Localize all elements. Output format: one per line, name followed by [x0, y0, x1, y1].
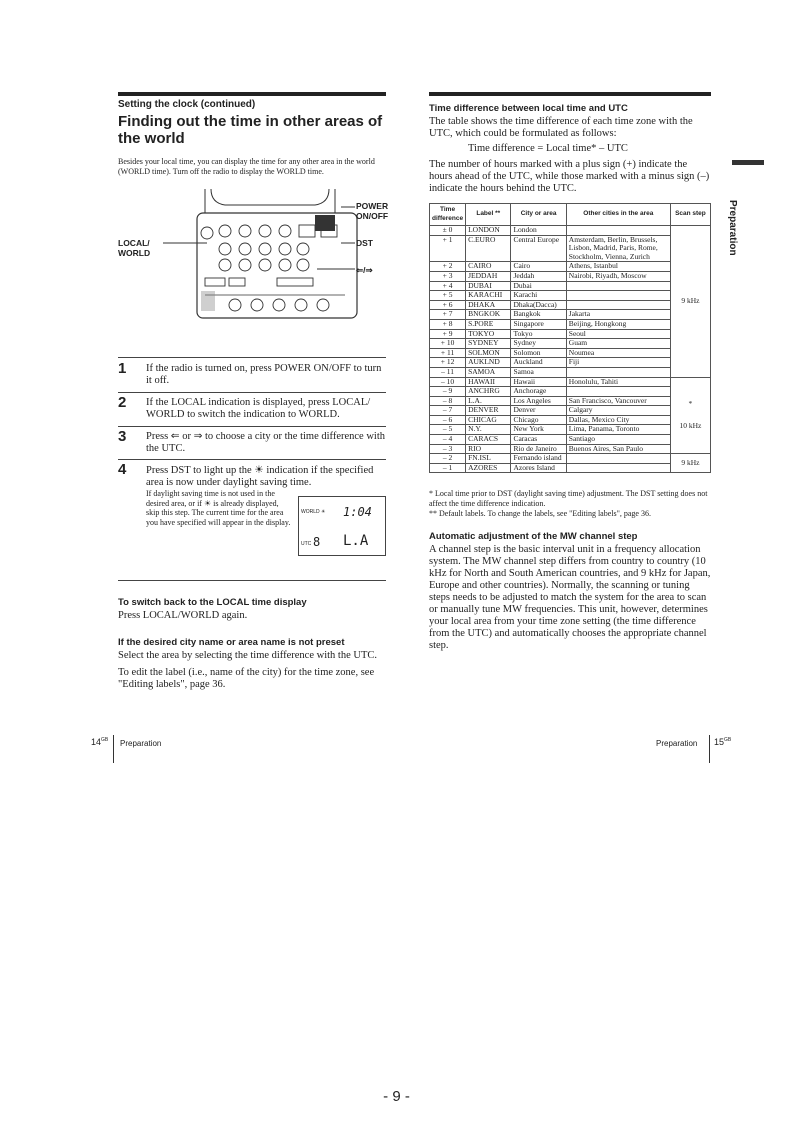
cell-other-cities: Seoul: [566, 329, 670, 339]
td-text: The table shows the time difference of each time zone with the UTC, which could be formulated as follows:: [429, 116, 693, 139]
scan-step-star: *: [688, 398, 693, 408]
cell-time-diff: – 3: [430, 444, 466, 454]
cell-city: Rio de Janeiro: [511, 444, 566, 454]
section-heading: Setting the clock (continued): [118, 99, 256, 110]
cell-other-cities: [566, 226, 670, 236]
cell-time-diff: + 2: [430, 262, 466, 272]
cell-label: C.EURO: [466, 235, 511, 262]
cell-time-diff: + 4: [430, 281, 466, 291]
cell-city: Azores Island: [511, 463, 566, 473]
cell-other-cities: Noumea: [566, 348, 670, 358]
cell-other-cities: Fiji: [566, 358, 670, 368]
side-tab: Preparation: [727, 200, 738, 256]
mw-heading: Automatic adjustment of the MW channel step: [429, 531, 638, 542]
arrows-label: ⇐/⇒: [356, 265, 373, 275]
cell-label: CHICAG: [466, 415, 511, 425]
cell-other-cities: Guam: [566, 339, 670, 349]
cell-city: New York: [511, 425, 566, 435]
cell-other-cities: San Francisco, Vancouver: [566, 396, 670, 406]
cell-other-cities: Honolulu, Tahiti: [566, 377, 670, 387]
cell-label: S.PORE: [466, 319, 511, 329]
notpreset-heading: If the desired city name or area name is not preset: [118, 637, 345, 648]
cell-time-diff: – 4: [430, 435, 466, 445]
page-number-right: $15^{GB}$: [714, 737, 732, 747]
cell-city: Samoa: [511, 367, 566, 377]
cell-time-diff: – 9: [430, 387, 466, 397]
cell-label: AZORES: [466, 463, 511, 473]
cell-label: JEDDAH: [466, 271, 511, 281]
cell-city: Hawaii: [511, 377, 566, 387]
cell-label: DUBAI: [466, 281, 511, 291]
cell-time-diff: – 1: [430, 463, 466, 473]
cell-label: N.Y.: [466, 425, 511, 435]
cell-city: Cairo: [511, 262, 566, 272]
step-number: 3: [118, 428, 127, 445]
cell-other-cities: Lima, Panama, Toronto: [566, 425, 670, 435]
cell-time-diff: ± 0: [430, 226, 466, 236]
table-row: [430, 435, 711, 445]
page-number-left: $14^{GB}$: [91, 737, 109, 747]
cell-label: BNGKOK: [466, 310, 511, 320]
cell-time-diff: + 11: [430, 348, 466, 358]
step-number: 2: [118, 394, 127, 411]
table-row: [430, 367, 711, 377]
scan-step-9khz-azores: [670, 454, 710, 473]
cell-time-diff: – 11: [430, 367, 466, 377]
page-title: Finding out the time in other areas of the world: [118, 113, 383, 147]
power-label: POWER ON/OFF: [356, 201, 389, 221]
mw-text: A channel step is the basic interval unit in a frequency allocation system. The MW channel step differs from country to country (10 kHz for North and South American countries, and 9 kHz for Japan, Europe and other countries). Normally, the scanning or tuning steps needs to be adjusted to match the system for the area to scan or manually tune MW frequencies. This unit, however, determines your local area from your time zone setting (the time difference from the UTC) and automatically chooses the appropriate channel step.: [429, 544, 711, 651]
cell-city: Chicago: [511, 415, 566, 425]
cell-time-diff: – 5: [430, 425, 466, 435]
cell-time-diff: + 10: [430, 339, 466, 349]
cell-time-diff: + 1: [430, 235, 466, 262]
cell-other-cities: Buenos Aires, San Paulo: [566, 444, 670, 454]
footer-right: Preparation: [656, 739, 698, 748]
notpreset-text: Select the area by selecting the time difference with the UTC.: [118, 650, 377, 661]
cell-time-diff: + 9: [430, 329, 466, 339]
cell-label: KARACHI: [466, 291, 511, 301]
th-city: City or area: [511, 204, 566, 226]
cell-other-cities: Amsterdam, Berlin, Brussels, Lisbon, Madrid, Paris, Rome, Stockholm, Vienna, Zurich: [566, 235, 670, 262]
lcd-utc: UTC: [301, 541, 312, 547]
cell-label: L.A.: [466, 396, 511, 406]
th-label: Label **: [466, 204, 511, 226]
th-time-difference: Time difference: [430, 204, 466, 226]
lcd-time: 1:04: [343, 505, 372, 519]
table-row: [430, 406, 711, 416]
cell-label: AUKLND: [466, 358, 511, 368]
cell-time-diff: + 6: [430, 300, 466, 310]
table-row: [430, 339, 711, 349]
time-zone-table: [429, 203, 711, 473]
table-row: [430, 291, 711, 301]
table-row: [430, 271, 711, 281]
cell-label: TOKYO: [466, 329, 511, 339]
cell-other-cities: [566, 463, 670, 473]
cell-label: CAIRO: [466, 262, 511, 272]
local-world-label: LOCAL/ WORLD: [118, 238, 151, 258]
cell-label: SAMOA: [466, 367, 511, 377]
cell-other-cities: [566, 281, 670, 291]
table-row: [430, 454, 711, 464]
step-text: If the radio is turned on, press POWER ON/OFF to turn it off.: [146, 363, 382, 386]
cell-city: Dhaka(Dacca): [511, 300, 566, 310]
cell-other-cities: [566, 454, 670, 464]
bottom-page-number: - 9 -: [383, 1088, 410, 1105]
cell-other-cities: Santiago: [566, 435, 670, 445]
cell-label: CARACS: [466, 435, 511, 445]
lcd-display: [298, 496, 386, 556]
table-row: [430, 226, 711, 236]
td-heading: Time difference between local time and UTC: [429, 103, 628, 114]
cell-city: Jeddah: [511, 271, 566, 281]
table-row: [430, 310, 711, 320]
scan-step-value: 10 kHz: [679, 421, 702, 431]
cell-city: Caracas: [511, 435, 566, 445]
scan-step-value: 9 kHz: [681, 295, 700, 305]
cell-other-cities: [566, 291, 670, 301]
step-text: Press DST to light up the ☀ indication if the specified area is now under daylight saving time.: [146, 465, 374, 488]
cell-other-cities: [566, 367, 670, 377]
cell-time-diff: + 7: [430, 310, 466, 320]
cell-time-diff: – 8: [430, 396, 466, 406]
cell-other-cities: Dallas, Mexico City: [566, 415, 670, 425]
cell-city: Bangkok: [511, 310, 566, 320]
th-other-cities: Other cities in the area: [566, 204, 670, 226]
table-row: [430, 319, 711, 329]
step4-note: If daylight saving time is not used in the desired area, or if ☀ is already displayed, skip this step. The current time for the area you have specified will appear in the display.: [146, 489, 291, 527]
footnote-labels: ** Default labels. To change the labels, see "Editing labels", page 36.: [429, 509, 651, 518]
cell-time-diff: – 10: [430, 377, 466, 387]
cell-city: Central Europe: [511, 235, 566, 262]
cell-label: LONDON: [466, 226, 511, 236]
dst-label: DST: [356, 238, 373, 248]
step-number: 1: [118, 360, 127, 377]
cell-time-diff: + 12: [430, 358, 466, 368]
cell-city: Denver: [511, 406, 566, 416]
cell-time-diff: + 8: [430, 319, 466, 329]
td-text2: The number of hours marked with a plus sign (+) indicate the hours ahead of the UTC, while those marked with a minus sign (–) indicate the hours behind the UTC.: [429, 159, 710, 194]
cell-other-cities: Athens, Istanbul: [566, 262, 670, 272]
cell-city: Solomon: [511, 348, 566, 358]
formula: Time difference = Local time* – UTC: [468, 143, 628, 154]
intro-text: Besides your local time, you can display the time for any other area in the world (WORLD time). Turn off the radio to display the WORLD time.: [118, 157, 375, 176]
scan-step-10khz: [670, 377, 710, 454]
notpreset-text-edit: To edit the label (i.e., name of the city) for the time zone, see "Editing labels", page 36.: [118, 667, 375, 690]
cell-city: Sydney: [511, 339, 566, 349]
step-number: 4: [118, 461, 127, 478]
cell-city: Anchorage: [511, 387, 566, 397]
cell-label: DHAKA: [466, 300, 511, 310]
switch-text: Press LOCAL/WORLD again.: [118, 610, 248, 621]
table-row: [430, 235, 711, 262]
cell-other-cities: Jakarta: [566, 310, 670, 320]
cell-city: London: [511, 226, 566, 236]
cell-city: Singapore: [511, 319, 566, 329]
cell-other-cities: [566, 387, 670, 397]
scan-step-9khz: [670, 226, 710, 378]
cell-city: Los Angeles: [511, 396, 566, 406]
cell-city: Auckland: [511, 358, 566, 368]
cell-time-diff: + 3: [430, 271, 466, 281]
cell-label: SYDNEY: [466, 339, 511, 349]
cell-city: Tokyo: [511, 329, 566, 339]
cell-city: Fernando island: [511, 454, 566, 464]
cell-city: Karachi: [511, 291, 566, 301]
cell-label: FN.ISL: [466, 454, 511, 464]
cell-label: HAWAII: [466, 377, 511, 387]
cell-label: ANCHRG: [466, 387, 511, 397]
cell-label: RIO: [466, 444, 511, 454]
cell-other-cities: Calgary: [566, 406, 670, 416]
switch-heading: To switch back to the LOCAL time display: [118, 597, 307, 608]
lcd-utc-value: 8: [313, 535, 321, 549]
lcd-city-label: L.A: [343, 533, 369, 549]
scan-step-value: 9 kHz: [681, 458, 700, 468]
cell-time-diff: – 6: [430, 415, 466, 425]
footer-left: Preparation: [120, 739, 162, 748]
cell-time-diff: – 2: [430, 454, 466, 464]
cell-other-cities: Beijing, Hongkong: [566, 319, 670, 329]
cell-label: SOLMON: [466, 348, 511, 358]
table-row: [430, 387, 711, 397]
cell-time-diff: – 7: [430, 406, 466, 416]
step-text: Press ⇐ or ⇒ to choose a city or the time difference with the UTC.: [146, 431, 386, 454]
cell-other-cities: Nairobi, Riyadh, Moscow: [566, 271, 670, 281]
table-row: [430, 463, 711, 473]
cell-label: DENVER: [466, 406, 511, 416]
th-scan-step: Scan step: [670, 204, 710, 226]
step-text: If the LOCAL indication is displayed, press LOCAL/ WORLD to switch the indication to WORLD.: [146, 397, 371, 420]
cell-city: Dubai: [511, 281, 566, 291]
cell-time-diff: + 5: [430, 291, 466, 301]
footnote-dst: * Local time prior to DST (daylight saving time) adjustment. The DST setting does not affect the time difference indication.: [429, 489, 708, 508]
table-row: [430, 358, 711, 368]
lcd-world-indicator: WORLD ☀: [301, 509, 326, 515]
